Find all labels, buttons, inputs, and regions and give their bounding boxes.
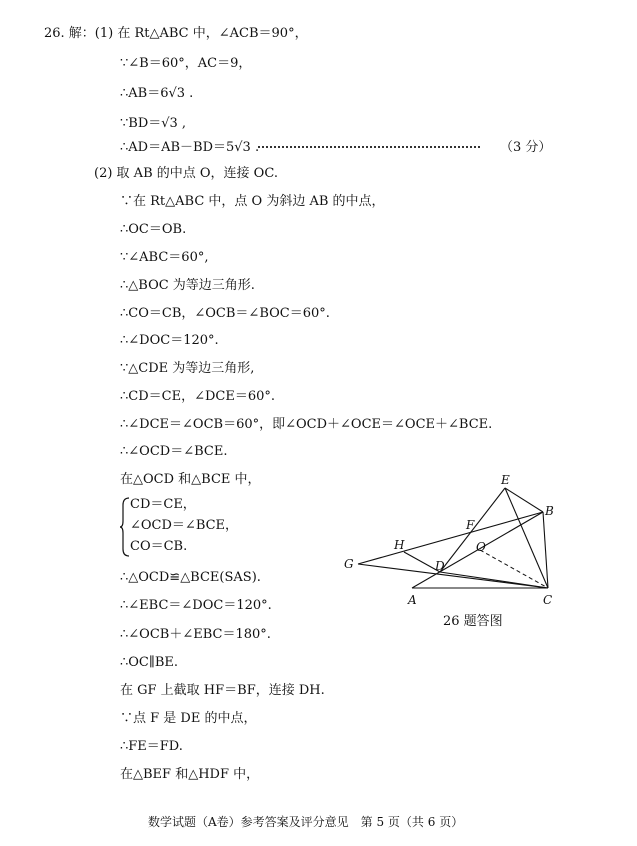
part2-line-7: ∵△CDE 为等边三角形, (120, 361, 255, 376)
geometry-figure (340, 472, 580, 632)
problem-header: 26. 解：(1) 在 Rt△ABC 中，∠ACB＝90°， (44, 26, 308, 41)
segment-bc (543, 512, 548, 588)
part3-line-3: ∴∠OCB＋∠EBC＝180°. (120, 627, 271, 642)
part2-line-8: ∴CD＝CE，∠DCE＝60°. (120, 389, 276, 404)
system-line-1: CD＝CE， (130, 497, 196, 512)
part3-line-6: ∵点 F 是 DE 的中点， (120, 711, 257, 726)
figure-caption: 26 题答图 (443, 614, 503, 629)
segment-ec (505, 488, 548, 588)
part3-line-8: 在△BEF 和△HDF 中， (120, 767, 260, 782)
part1-line-4: ∴AD＝AB－BD＝5√3 . (120, 140, 260, 155)
part3-line-1: ∴△OCD≌△BCE(SAS). (120, 570, 261, 585)
system-line-3: CO＝CB. (130, 539, 188, 554)
part3-line-7: ∴FE＝FD. (120, 739, 183, 754)
label-h: H (394, 538, 405, 552)
label-a: A (408, 593, 417, 607)
part2-line-6: ∴∠DOC＝120°. (120, 333, 219, 348)
part2-line-4: ∴△BOC 为等边三角形. (120, 278, 255, 293)
part2-line-2: ∴OC＝OB. (120, 222, 187, 237)
score-note: （3 分） (500, 140, 552, 155)
label-e: E (501, 473, 510, 487)
segment-oc-dashed (480, 550, 548, 588)
label-o: O (476, 540, 486, 554)
part2-line-10: ∴∠OCD＝∠BCE. (120, 444, 228, 459)
part1-line-1: ∵∠B＝60°，AC＝9， (120, 56, 252, 71)
part3-line-5: 在 GF 上截取 HF＝BF，连接 DH. (120, 683, 325, 698)
part2-line-11: 在△OCD 和△BCE 中， (120, 472, 261, 487)
system-line-2: ∠OCD＝∠BCE， (130, 518, 239, 533)
part3-line-2: ∴∠EBC＝∠DOC＝120°. (120, 598, 272, 613)
part2-line-5: ∴CO＝CB，∠OCB＝∠BOC＝60°. (120, 306, 330, 321)
segment-gb (358, 512, 543, 564)
part2-line-1: ∵在 Rt△ABC 中，点 O 为斜边 AB 的中点， (120, 194, 385, 209)
part1-line-3: ∵BD＝√3 , (120, 116, 187, 131)
part1-line-2: ∴AB＝6√3 . (120, 86, 194, 101)
segment-gc (358, 564, 548, 588)
part2-line-3: ∵∠ABC＝60°, (120, 250, 209, 265)
label-f: F (466, 518, 475, 532)
label-c: C (543, 593, 553, 607)
label-b: B (545, 504, 554, 518)
left-brace-icon (120, 497, 130, 557)
label-d: D (435, 559, 445, 573)
part3-line-4: ∴OC∥BE. (120, 655, 179, 670)
dot-leader (258, 146, 480, 148)
equation-system (120, 497, 240, 557)
label-g: G (344, 557, 354, 571)
page-footer: 数学试题（A卷）参考答案及评分意见 第 5 页（共 6 页） (148, 815, 464, 829)
part2-line-9: ∴∠DCE＝∠OCB＝60°，即∠OCD＋∠OCE＝∠OCE＋∠BCE. (120, 417, 493, 432)
part2-header: (2) 取 AB 的中点 O，连接 OC. (94, 166, 278, 181)
